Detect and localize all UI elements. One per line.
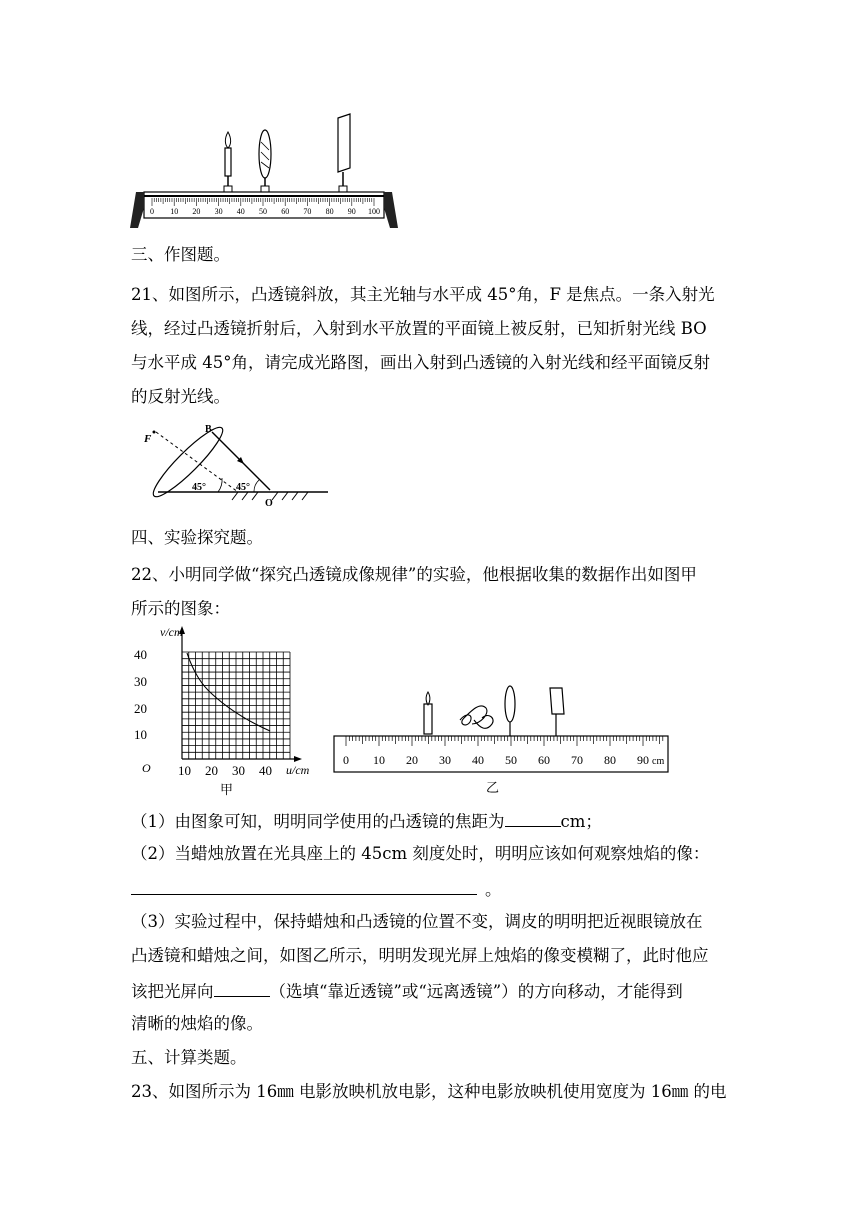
q21-line-2: 线，经过凸透镜折射后，入射到水平放置的平面镜上被反射，已知折射光线 BO xyxy=(131,319,707,338)
q21-line-3: 与水平成 45°角，请完成光路图，画出入射到凸透镜的入射光线和经平面镜反射 xyxy=(131,353,710,372)
q22-part-3-text-b: （选填“靠近透镜”或“远离透镜”）的方向移动，才能得到 xyxy=(269,982,683,1001)
x-axis-label: u/cm xyxy=(286,763,310,777)
bench2-label: 30 xyxy=(439,753,451,767)
bench2-label: 60 xyxy=(538,753,550,767)
y-tick-30: 30 xyxy=(134,674,147,689)
bench1-label: 30 xyxy=(214,207,223,216)
origin-label: O xyxy=(142,761,151,775)
q23-line-1: 23、如图所示为 16㎜ 电影放映机放电影，这种电影放映机使用宽度为 16㎜ 的电 xyxy=(131,1082,727,1101)
y-tick-10: 10 xyxy=(134,727,147,742)
answer-blank-observe[interactable] xyxy=(131,878,477,895)
q22-part-2-period: 。 xyxy=(485,880,502,899)
bench1-label: 80 xyxy=(325,207,334,216)
bench1-label: 10 xyxy=(170,207,179,216)
q22-part-2: （2）当蜡烛放置在光具座上的 45cm 刻度处时，明明应该如何观察烛焰的像： xyxy=(131,844,710,863)
x-tick-10: 10 xyxy=(178,763,191,778)
y-tick-40: 40 xyxy=(134,647,147,662)
x-tick-40: 40 xyxy=(259,763,272,778)
y-tick-20: 20 xyxy=(134,701,147,716)
caption-yi: 乙 xyxy=(486,780,500,795)
answer-blank-focal-length[interactable] xyxy=(505,810,561,827)
q21-line-1: 21、如图所示，凸透镜斜放，其主光轴与水平成 45°角，F 是焦点。一条入射光 xyxy=(131,285,715,304)
label-B: B xyxy=(205,424,212,435)
section-3-heading: 三、作图题。 xyxy=(131,245,230,264)
bench2-label: 10 xyxy=(373,753,385,767)
q22-line-2: 所示的图象： xyxy=(131,599,230,618)
label-O: O xyxy=(265,498,273,509)
bench2-label: 50 xyxy=(505,753,517,767)
bench2-label: 0 xyxy=(343,753,349,767)
bench1-label: 20 xyxy=(192,207,201,216)
angle-label-2: 45° xyxy=(236,482,250,493)
bench1-label: 40 xyxy=(236,207,245,216)
angle-label-1: 45° xyxy=(192,482,206,493)
q22-part-3-line-2: 凸透镜和蜡烛之间，如图乙所示，明明发现光屏上烛焰的像变模糊了，此时他应 xyxy=(131,946,709,965)
label-F: F xyxy=(144,433,152,445)
lens-mirror-figure xyxy=(138,420,338,510)
bench2-label: 80 xyxy=(604,753,616,767)
bench1-label: 50 xyxy=(259,207,267,216)
bench2-label: 70 xyxy=(571,753,583,767)
q22-part-3-line-1: （3）实验过程中，保持蜡烛和凸透镜的位置不变，调皮的明明把近视眼镜放在 xyxy=(131,912,703,931)
bench1-label: 60 xyxy=(281,207,290,216)
optical-bench-figure xyxy=(128,112,400,232)
x-tick-30: 30 xyxy=(232,763,245,778)
bench1-label: 0 xyxy=(150,207,154,216)
q22-part-2-answer-line xyxy=(131,878,502,900)
q22-part-3-text-a: 该把光屏向 xyxy=(131,982,214,1001)
answer-blank-screen-direction[interactable] xyxy=(214,980,270,997)
bench2-label: 40 xyxy=(472,753,484,767)
x-tick-20: 20 xyxy=(205,763,218,778)
q22-part-1 xyxy=(131,810,602,832)
y-axis-label: v/cm xyxy=(160,625,183,639)
q22-part-3-line-3 xyxy=(131,980,683,1002)
optical-bench-yi xyxy=(330,684,672,796)
q22-part-1-text: （1）由图象可知，明明同学使用的凸透镜的焦距为 xyxy=(131,812,505,831)
q22-line-1: 22、小明同学做“探究凸透镜成像规律”的实验，他根据收集的数据作出如图甲 xyxy=(131,565,697,584)
bench2-label: 90 xyxy=(637,753,649,767)
bench1-label: 70 xyxy=(303,207,312,216)
bench1-label: 100 xyxy=(368,207,380,216)
caption-jia: 甲 xyxy=(220,782,234,797)
bench2-unit: cm xyxy=(652,756,665,767)
q22-part-1-unit: cm； xyxy=(560,812,602,831)
q21-line-4: 的反射光线。 xyxy=(131,387,230,406)
bench1-label: 90 xyxy=(347,207,356,216)
section-4-heading: 四、实验探究题。 xyxy=(131,528,263,547)
section-5-heading: 五、计算类题。 xyxy=(131,1048,247,1067)
bench2-label: 20 xyxy=(406,753,418,767)
graph-jia xyxy=(128,622,328,797)
q22-part-3-line-4: 清晰的烛焰的像。 xyxy=(131,1014,263,1033)
